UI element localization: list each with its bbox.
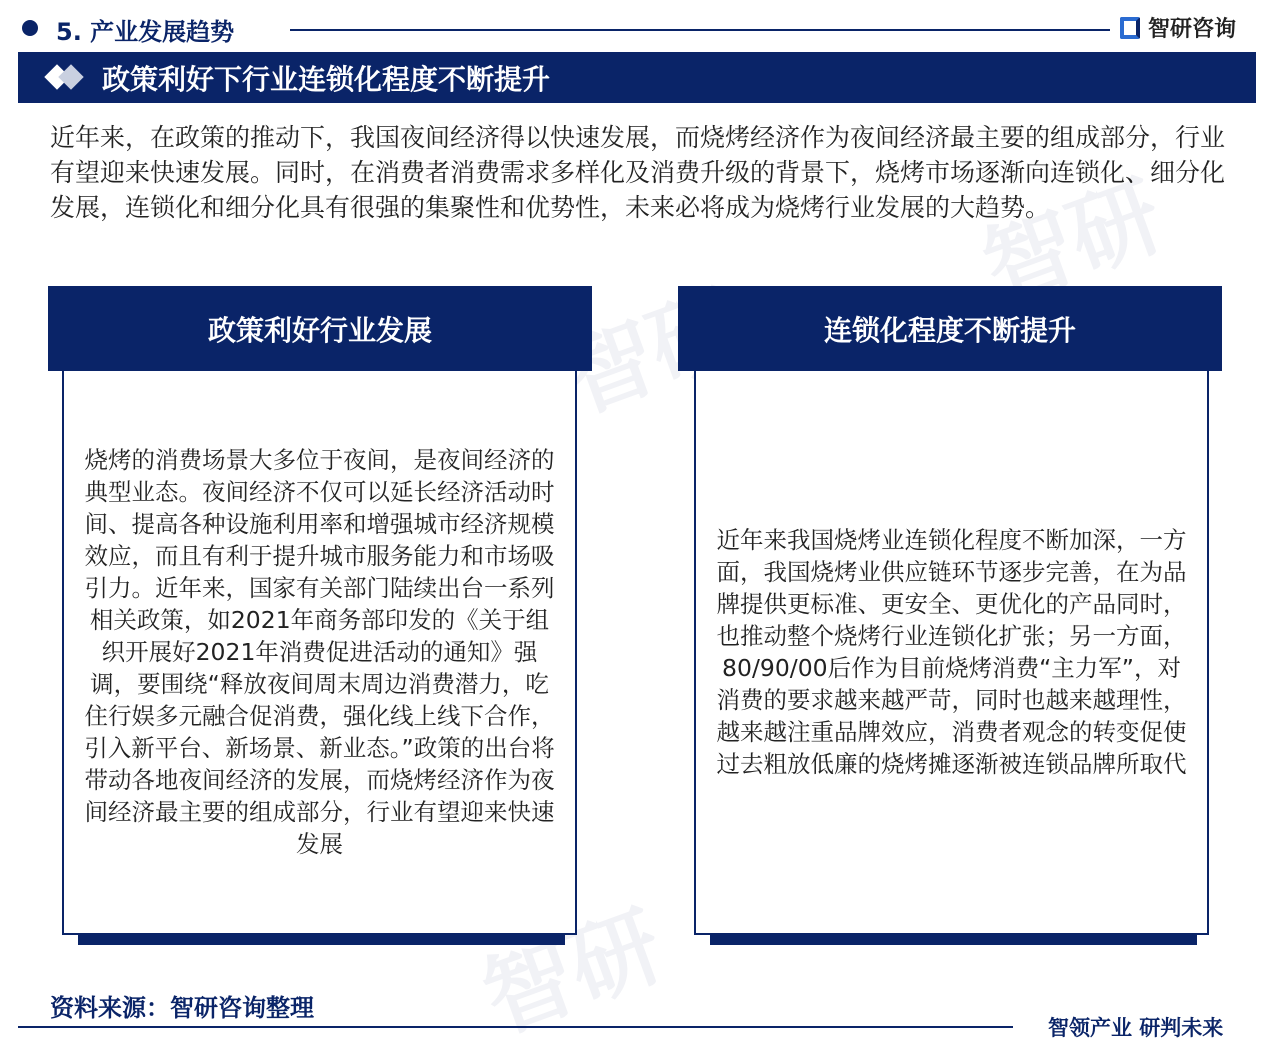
brand-name: 智研咨询 <box>1148 17 1237 42</box>
card-shadow <box>710 935 1197 945</box>
footer-divider <box>18 1026 1013 1028</box>
logo-icon <box>1120 17 1140 39</box>
page-title: 政策利好下行业连锁化程度不断提升 <box>102 62 551 96</box>
card-body-chain <box>694 371 1209 935</box>
card-body-policy <box>62 371 577 935</box>
diamond-icon <box>48 66 88 90</box>
slogan: 智领产业 研判未来 <box>1048 1016 1224 1040</box>
section-title: 5. 产业发展趋势 <box>56 18 235 46</box>
card-header-policy: 政策利好行业发展 <box>48 286 592 371</box>
title-bar <box>18 52 1256 103</box>
source-note: 资料来源：智研咨询整理 <box>50 994 314 1022</box>
watermark: 智研 <box>970 162 1176 324</box>
watermark: 智研 <box>550 272 756 434</box>
brand-logo <box>1120 12 1236 43</box>
card-text: 烧烤的消费场景大多位于夜间，是夜间经济的典型业态。夜间经济不仅可以延长经济活动时间、提高各种设施利用率和增强城市经济规模效应，而且有利于提升城市服务能力和市场吸引力。近年来，国家有关部门陆续出台一系列相关政策，如2021年商务部印发的《关于组织开展好2021年消费促进活动的通知》强调，要围绕“释放夜间周末周边消费潜力，吃住行娱多元融合促消费，强化线上线下合作，引入新平台、新场景、新业态。”政策的出台将带动各地夜间经济的发展，而烧烤经济作为夜间经济最主要的组成部分，行业有望迎来快速发展 <box>84 446 555 858</box>
card-text: 近年来我国烧烤业连锁化程度不断加深，一方面，我国烧烤业供应链环节逐步完善，在为品牌提供更标准、更安全、更优化的产品同时，也推动整个烧烤行业连锁化扩张；另一方面，80/90/00后作为目前烧烤消费“主力军”，对消费的要求越来越严苛，同时也越来越理性，越来越注重品牌效应，消费者观念的转变促使过去粗放低廉的烧烤摊逐渐被连锁品牌所取代 <box>716 526 1187 778</box>
watermark: 智研 <box>470 892 676 1054</box>
intro-paragraph: 近年来，在政策的推动下，我国夜间经济得以快速发展，而烧烤经济作为夜间经济最主要的组成部分，行业有望迎来快速发展。同时，在消费者消费需求多样化及消费升级的背景下，烧烤市场逐渐向连锁化、细分化发展，连锁化和细分化具有很强的集聚性和优势性，未来必将成为烧烤行业发展的大趋势。 <box>50 123 1226 222</box>
divider <box>290 29 1110 31</box>
bullet-icon <box>22 20 38 36</box>
card-shadow <box>78 935 565 945</box>
card-header-chain: 连锁化程度不断提升 <box>678 286 1222 371</box>
